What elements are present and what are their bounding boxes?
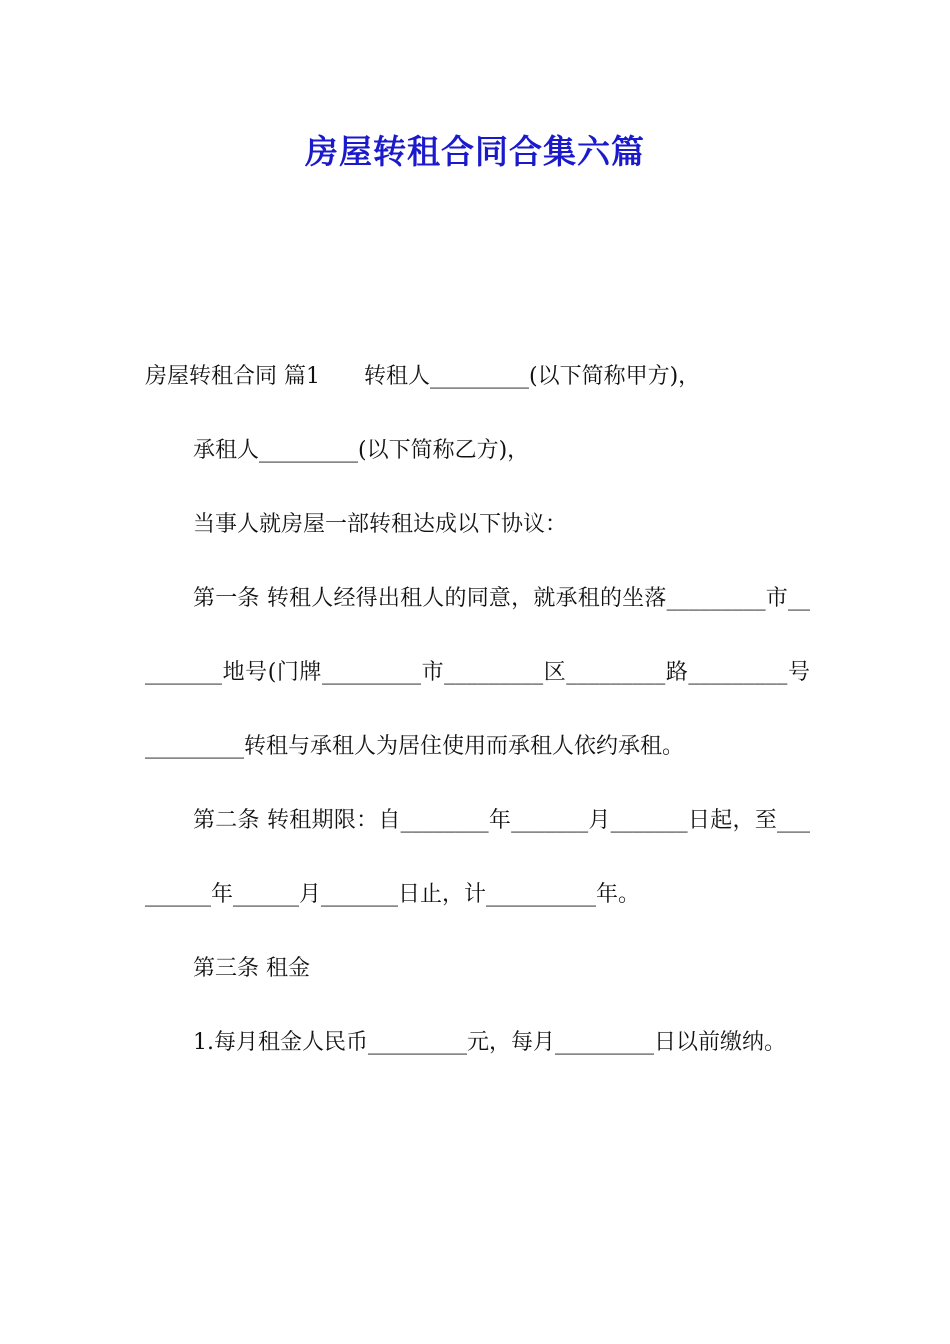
paragraph-rent-item-1: 1.每月租金人民币_________元，每月_________日以前缴纳。: [193, 1030, 786, 1055]
paragraph-sublessor: 转租人_________(以下简称甲方)，: [364, 364, 701, 389]
paragraph-sublessee: 承租人_________(以下简称乙方)，: [193, 438, 530, 463]
paragraph-article-2: 第二条 转租期限：自________年_______月_______日起，至_________年______月_______日止，计__________年。: [145, 808, 810, 907]
paragraph-agreement-intro: 当事人就房屋一部转租达成以下协议：: [193, 512, 568, 537]
paragraph-article-3: 第三条 租金: [193, 956, 310, 981]
section-label: 房屋转租合同 篇1: [145, 364, 320, 389]
paragraph-article-1: 第一条 转租人经得出租人的同意，就承租的坐落_________市_________地号(门牌_________市_________区_________路_________号_________转租与承租人为居住使用而承租人依约承租。: [145, 586, 810, 759]
document-title: 房屋转租合同合集六篇: [305, 132, 645, 171]
paragraph-header-line: [145, 340, 810, 414]
document-body: [145, 340, 810, 1080]
